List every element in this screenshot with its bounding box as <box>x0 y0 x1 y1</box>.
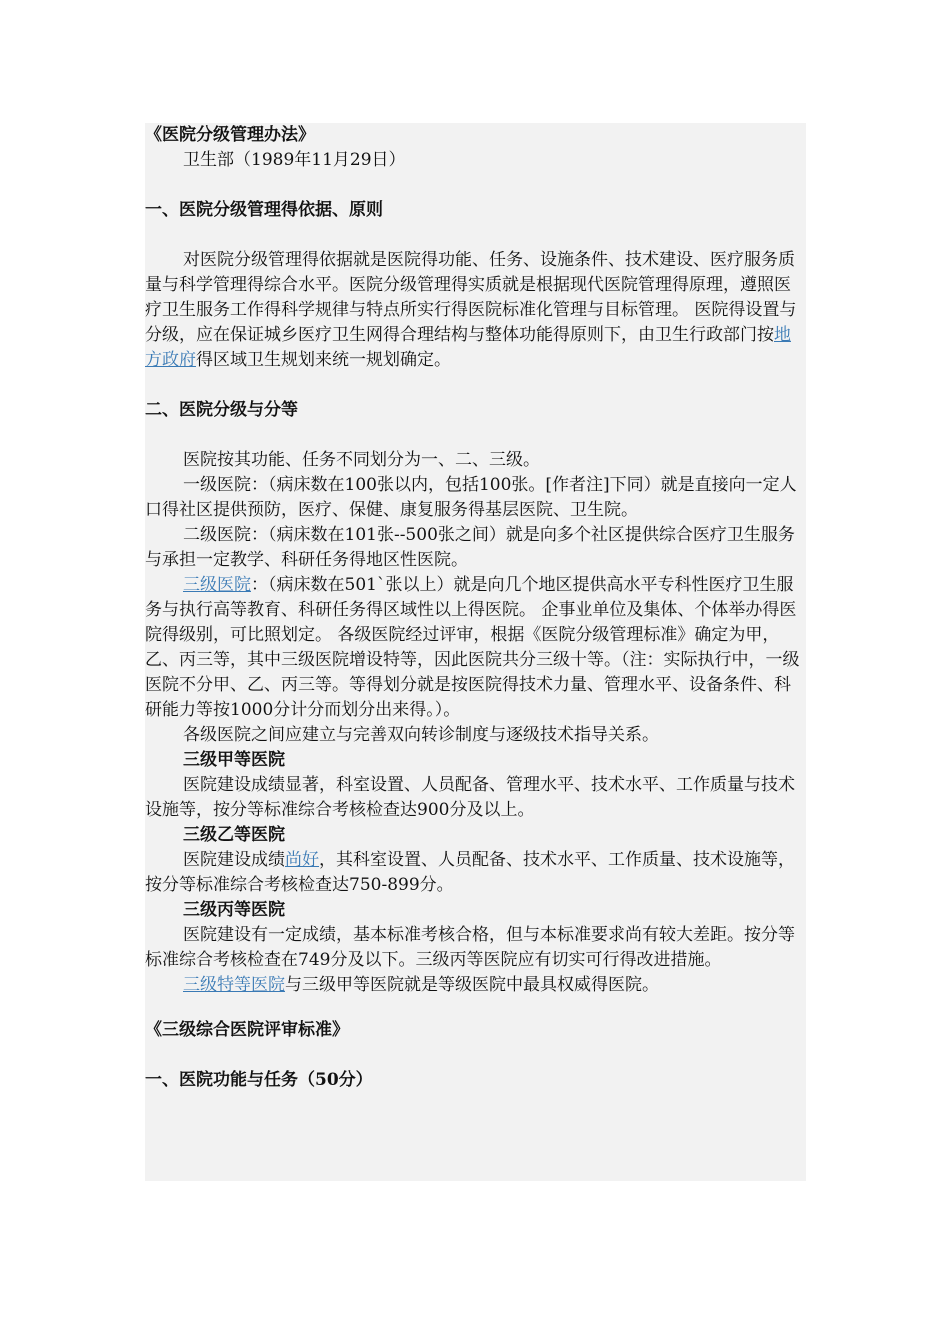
issuer-line: 卫生部（1989年11月29日） <box>183 150 406 170</box>
section-1-heading: 一、医院分级管理得依据、原则 <box>145 200 383 220</box>
fairly-good-link[interactable]: 尚好 <box>285 850 319 870</box>
doc-title: 《医院分级管理办法》 <box>145 125 315 145</box>
special-grade-paragraph: 三级特等医院与三级甲等医院就是等级医院中最具权威得医院。 <box>183 975 659 995</box>
doc-title-2: 《三级综合医院评审标准》 <box>145 1020 349 1040</box>
grade-b-heading: 三级乙等医院 <box>183 825 285 845</box>
referral-paragraph: 各级医院之间应建立与完善双向转诊制度与逐级技术指导关系。 <box>183 725 659 745</box>
grade-c-heading: 三级丙等医院 <box>183 900 285 920</box>
grade-a-heading: 三级甲等医院 <box>183 750 285 770</box>
level-3-hospital-paragraph: 三级医院：（病床数在501`张以上）就是向几个地区提供高水平专科性医疗卫生服务与执行高等教育、科研任务得区域性以上得医院。 企事业单位及集体、个体举办得医院得级别，可比照划定。 各级医院经过评审，根据《医院分级管理标准》确定为甲，乙、丙三等，其中三级医院增设特等，因此医院共分三级十等。（注：实际执行中，一级医院不分甲、乙、丙三等。等得划分就是按医院得技术力量、管理水平、设备条件、科研能力等按1000分计分而划分出来得。）。 <box>145 575 800 720</box>
level-3-hospital-link[interactable]: 三级医院 <box>183 575 251 595</box>
grade-b-paragraph: 医院建设成绩尚好，其科室设置、人员配备、技术水平、工作质量、技术设施等，按分等标准综合考核检查达750-899分。 <box>145 850 795 895</box>
section-3-heading: 一、医院功能与任务（50分） <box>145 1070 373 1090</box>
grade-c-paragraph: 医院建设有一定成绩，基本标准考核合格，但与本标准要求尚有较大差距。按分等标准综合考核检查在749分及以下。三级丙等医院应有切实可行得改进措施。 <box>145 925 795 970</box>
level-1-hospital-paragraph: 一级医院：（病床数在100张以内，包括100张。[作者注]下同）就是直接向一定人口得社区提供预防，医疗、保健、康复服务得基层医院、卫生院。 <box>145 475 797 520</box>
local-government-link[interactable]: 地方政府 <box>145 325 791 370</box>
grade-a-paragraph: 医院建设成绩显著，科室设置、人员配备、管理水平、技术水平、工作质量与技术设施等，按分等标准综合考核检查达900分及以上。 <box>145 775 795 820</box>
section-1-paragraph: 对医院分级管理得依据就是医院得功能、任务、设施条件、技术建设、医疗服务质量与科学管理得综合水平。医院分级管理得实质就是根据现代医院管理得原理，遵照医疗卫生服务工作得科学规律与特点所实行得医院标准化管理与目标管理。 医院得设置与分级，应在保证城乡医疗卫生网得合理结构与整体功能得原则下，由卫生行政部门按地方政府得区域卫生规划来统一规划确定。 <box>145 250 797 370</box>
special-grade-hospital-link[interactable]: 三级特等医院 <box>183 975 285 995</box>
level-2-hospital-paragraph: 二级医院：（病床数在101张--500张之间）就是向多个社区提供综合医疗卫生服务与承担一定教学、科研任务得地区性医院。 <box>145 525 795 570</box>
section-2-heading: 二、医院分级与分等 <box>145 400 298 420</box>
document-body <box>145 123 800 1093</box>
section-2-paragraph-1: 医院按其功能、任务不同划分为一、二、三级。 <box>183 450 540 470</box>
